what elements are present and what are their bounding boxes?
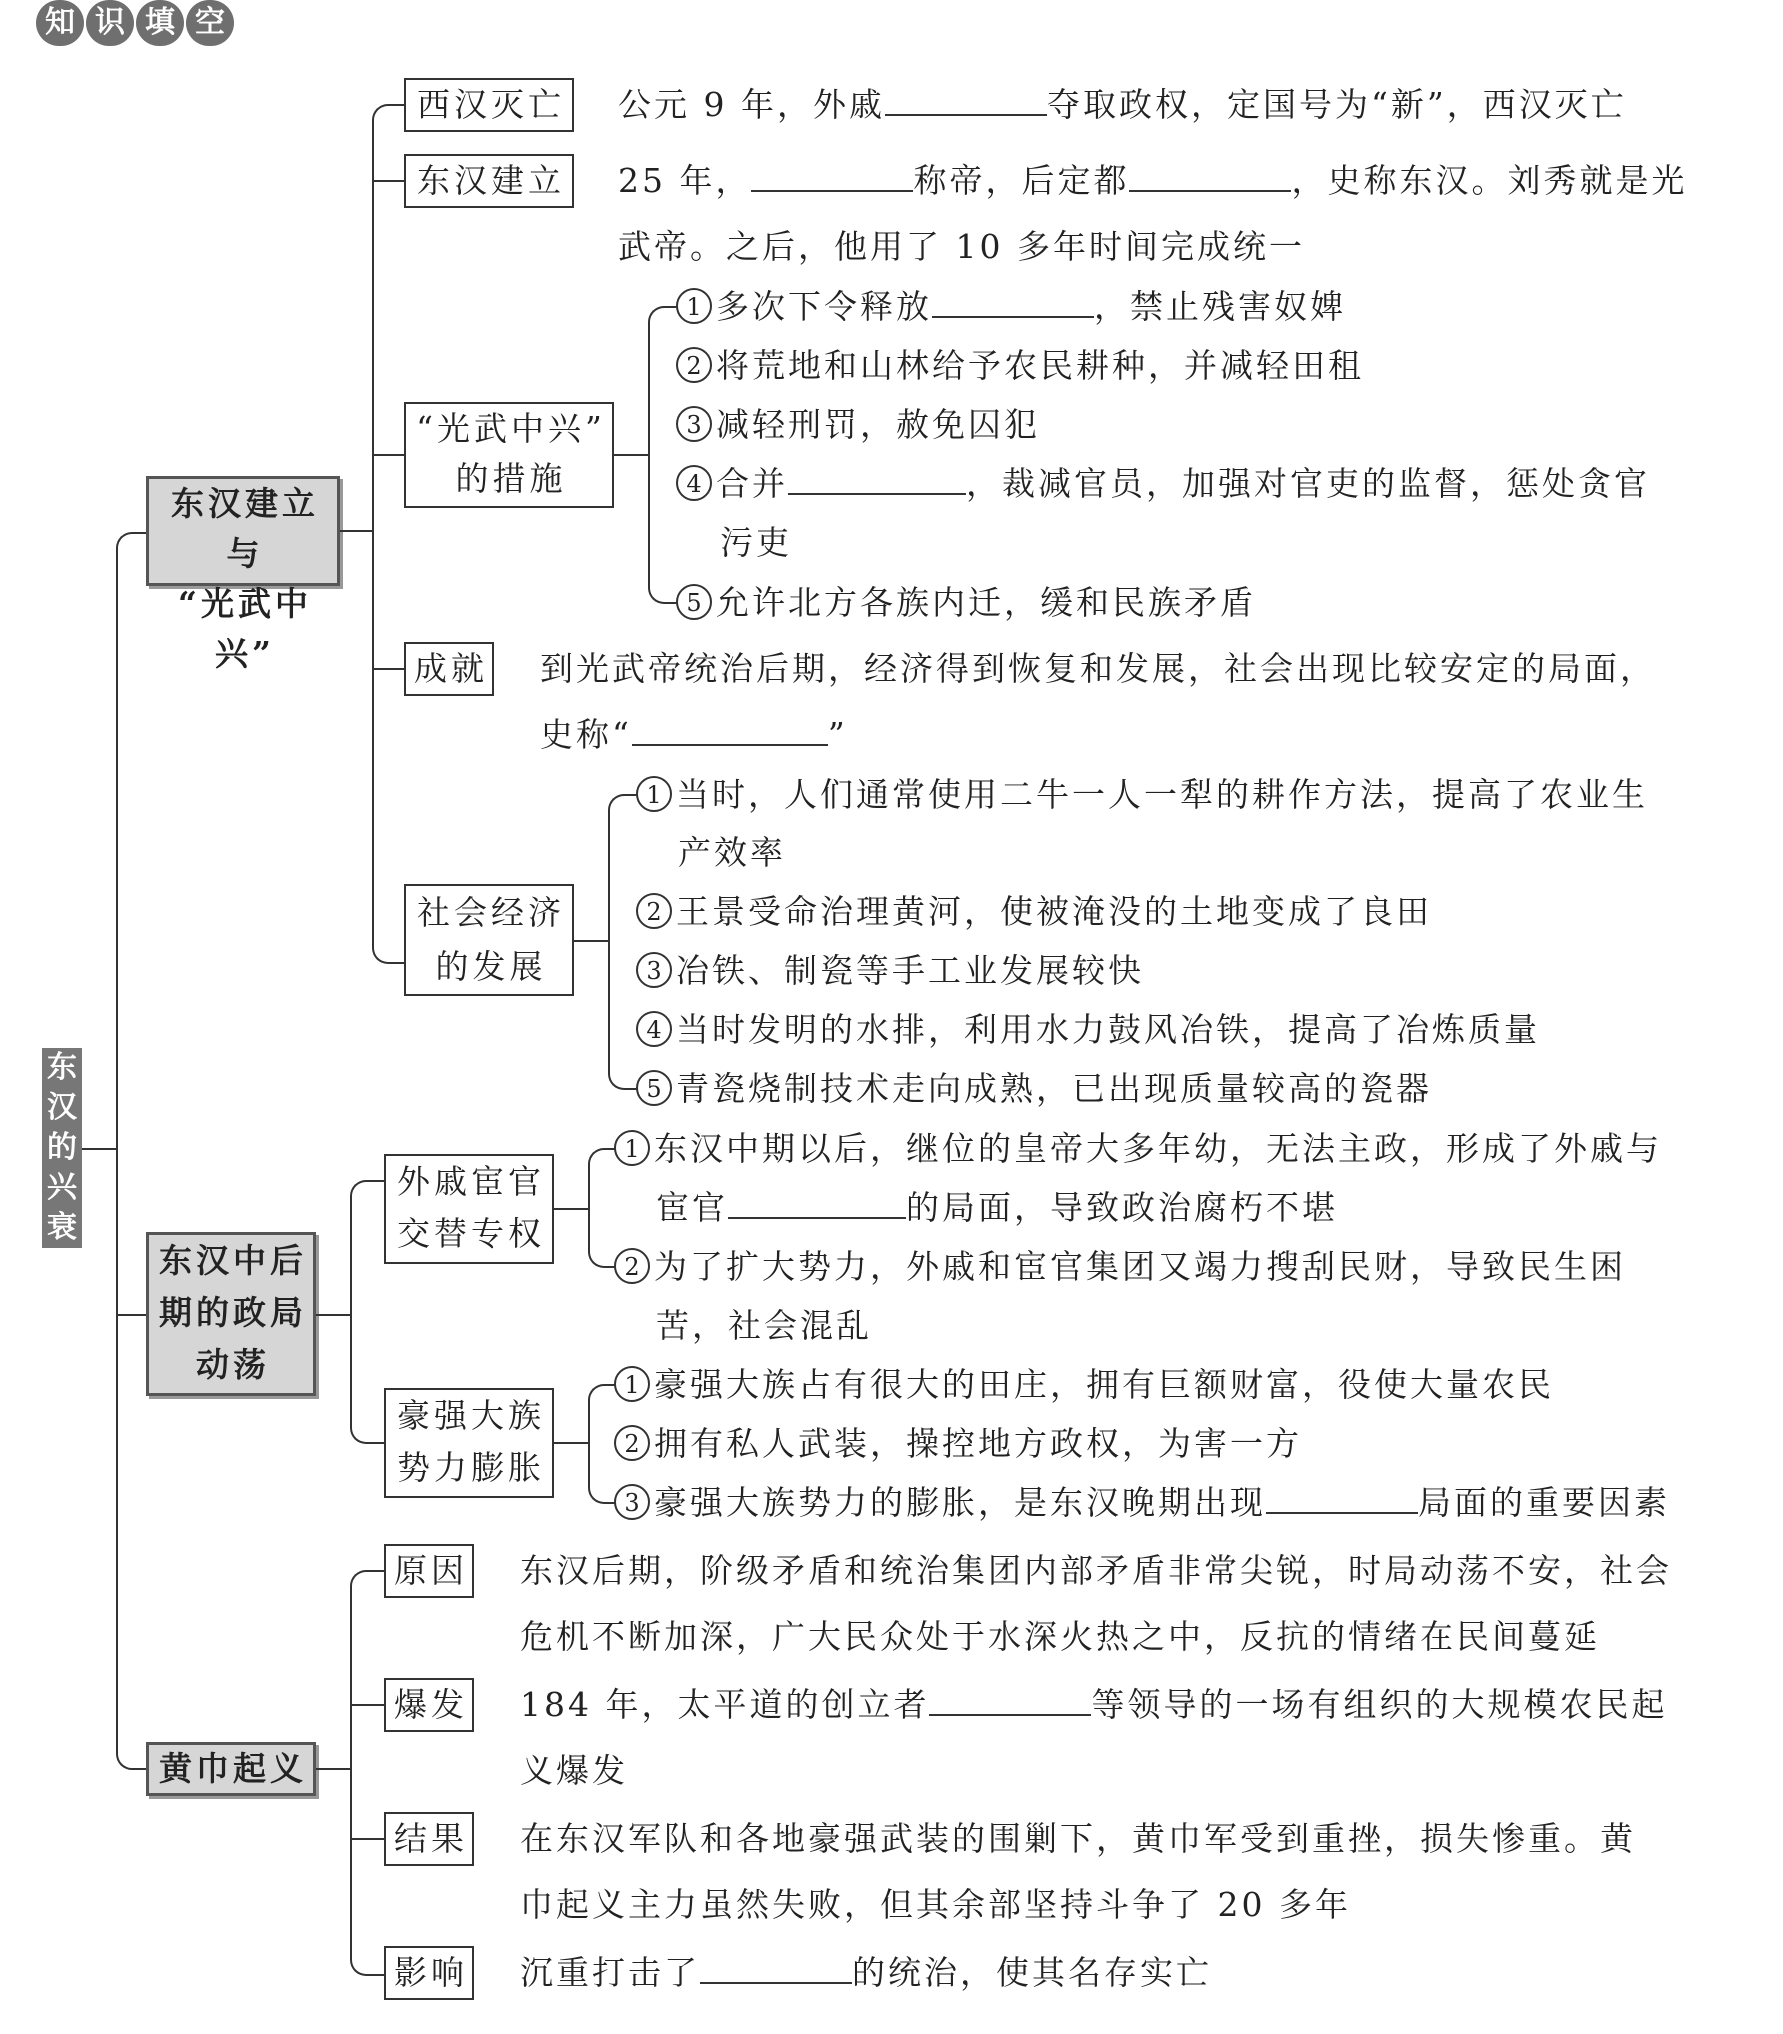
label-outbreak: 爆发 — [384, 1678, 474, 1732]
root-topic: 东 汉 的 兴 衰 — [42, 1048, 82, 1248]
header-char: 识 — [86, 0, 134, 46]
header-char: 填 — [136, 0, 184, 46]
fill-blank[interactable] — [885, 78, 1047, 116]
connector — [648, 454, 678, 604]
label-powerful-clans: 豪强大族 势力膨胀 — [384, 1388, 554, 1498]
economy-item-2: 2 王景受命治理黄河，使被淹没的土地变成了良田 — [636, 879, 1432, 945]
connector — [554, 1442, 588, 1444]
connector — [554, 1208, 588, 1210]
clans-item-3: 3 豪强大族势力的膨胀，是东汉晚期出现 局面的重要因素 — [614, 1470, 1670, 1536]
fill-blank[interactable] — [700, 1946, 852, 1984]
economy-item-5: 5 青瓷烧制技术走向成熟，已出现质量较高的瓷器 — [636, 1056, 1432, 1122]
connector — [350, 1838, 384, 1840]
eunuch-item-2: 2 为了扩大势力，外戚和宦官集团又竭力搜刮民财，导致民生困 — [614, 1234, 1626, 1300]
connector — [316, 1314, 352, 1316]
fill-blank[interactable] — [1266, 1476, 1418, 1514]
measure-item-5: 5 允许北方各族内迁，缓和民族矛盾 — [676, 570, 1256, 636]
connector — [372, 530, 406, 964]
eunuch-item-2-cont: 苦，社会混乱 — [656, 1306, 872, 1345]
connector — [574, 940, 608, 942]
measure-item-1: 1 多次下令释放 ，禁止残害奴婢 — [676, 274, 1346, 340]
measure-item-4-cont: 污吏 — [720, 523, 792, 562]
connector — [116, 1314, 146, 1316]
measure-item-3: 3 减轻刑罚，赦免囚犯 — [676, 392, 1040, 458]
label-result: 结果 — [384, 1812, 474, 1866]
text-cause-2: 危机不断加深，广大民众处于水深火热之中，反抗的情绪在民间蔓延 — [520, 1617, 1600, 1656]
fill-blank[interactable] — [1129, 154, 1291, 192]
connector — [588, 1208, 616, 1268]
connector — [608, 794, 638, 942]
connector — [350, 1314, 386, 1444]
connector — [372, 104, 406, 532]
connector — [614, 454, 648, 456]
connector — [350, 1704, 384, 1706]
connector — [350, 1180, 386, 1316]
fill-blank[interactable] — [632, 708, 828, 746]
branch-title-3: 黄巾起义 — [146, 1742, 316, 1796]
connector — [116, 532, 148, 1150]
text-xihan-fall: 公元 9 年，外戚 夺取政权，定国号为“新”，西汉灭亡 — [618, 72, 1627, 138]
text-result-1: 在东汉军队和各地豪强武装的围剿下，黄巾军受到重挫，损失惨重。黄 — [520, 1819, 1636, 1858]
connector — [82, 1148, 118, 1150]
eunuch-item-1: 1 东汉中期以后，继位的皇帝大多年幼，无法主政，形成了外戚与 — [614, 1116, 1662, 1182]
connector — [116, 1148, 148, 1770]
connector — [372, 668, 404, 670]
economy-item-4: 4 当时发明的水排，利用水力鼓风冶铁，提高了冶炼质量 — [636, 997, 1540, 1063]
fill-blank[interactable] — [788, 457, 966, 495]
label-economy: 社会经济 的发展 — [404, 884, 574, 996]
branch-title-1: 东汉建立与 “光武中兴” — [146, 476, 340, 586]
label-eunuch-consort: 外戚宦官 交替专权 — [384, 1154, 554, 1264]
fill-blank[interactable] — [932, 280, 1094, 318]
text-achievement-2: 史称“ ” — [540, 702, 848, 768]
header-char: 知 — [36, 0, 84, 46]
text-donghan-founding-1: 25 年， 称帝，后定都 ，史称东汉。刘秀就是光 — [618, 148, 1687, 214]
text-outbreak-1: 184 年，太平道的创立者 等领导的一场有组织的大规模农民起 — [520, 1672, 1667, 1738]
connector — [608, 940, 638, 1090]
label-xihan-fall: 西汉灭亡 — [404, 78, 574, 132]
branch-title-2: 东汉中后 期的政局 动荡 — [146, 1232, 316, 1396]
label-impact: 影响 — [384, 1946, 474, 2000]
clans-item-2: 2 拥有私人武装，操控地方政权，为害一方 — [614, 1411, 1302, 1477]
text-donghan-founding-2: 武帝。之后，他用了 10 多年时间完成统一 — [618, 227, 1305, 266]
fill-blank[interactable] — [751, 154, 913, 192]
measure-item-2: 2 将荒地和山林给予农民耕种，并减轻田租 — [676, 333, 1364, 399]
economy-item-3: 3 冶铁、制瓷等手工业发展较快 — [636, 938, 1144, 1004]
header-char: 空 — [186, 0, 234, 46]
connector — [350, 1768, 386, 1976]
section-header-badge — [36, 0, 234, 52]
text-achievement-1: 到光武帝统治后期，经济得到恢复和发展，社会出现比较安定的局面， — [540, 649, 1656, 688]
clans-item-1: 1 豪强大族占有很大的田庄，拥有巨额财富，役使大量农民 — [614, 1352, 1554, 1418]
measure-item-4: 4 合并 ，裁减官员，加强对官吏的监督，惩处贪官 — [676, 451, 1650, 517]
label-achievement: 成就 — [404, 642, 494, 696]
text-outbreak-2: 义爆发 — [520, 1751, 628, 1790]
label-cause: 原因 — [384, 1544, 474, 1598]
connector — [316, 1768, 352, 1770]
economy-item-1-cont: 产效率 — [678, 833, 786, 872]
text-result-2: 巾起义主力虽然失败，但其余部坚持斗争了 20 多年 — [520, 1885, 1351, 1924]
text-cause-1: 东汉后期，阶级矛盾和统治集团内部矛盾非常尖锐，时局动荡不安，社会 — [520, 1551, 1672, 1590]
label-donghan-founding: 东汉建立 — [404, 154, 574, 208]
economy-item-1: 1 当时，人们通常使用二牛一人一犁的耕作方法，提高了农业生 — [636, 762, 1648, 828]
eunuch-item-1-cont: 宦官 的局面，导致政治腐朽不堪 — [656, 1175, 1338, 1241]
connector — [588, 1442, 616, 1504]
connector — [372, 454, 404, 456]
connector — [372, 180, 404, 182]
fill-blank[interactable] — [728, 1181, 906, 1219]
label-guangwu-measures: “光武中兴” 的措施 — [404, 402, 614, 508]
connector — [588, 1384, 616, 1444]
text-impact: 沉重打击了 的统治，使其名存实亡 — [520, 1940, 1212, 2006]
fill-blank[interactable] — [929, 1678, 1091, 1716]
connector — [588, 1148, 616, 1210]
connector — [648, 306, 678, 456]
connector — [350, 1570, 386, 1770]
connector — [340, 530, 372, 532]
